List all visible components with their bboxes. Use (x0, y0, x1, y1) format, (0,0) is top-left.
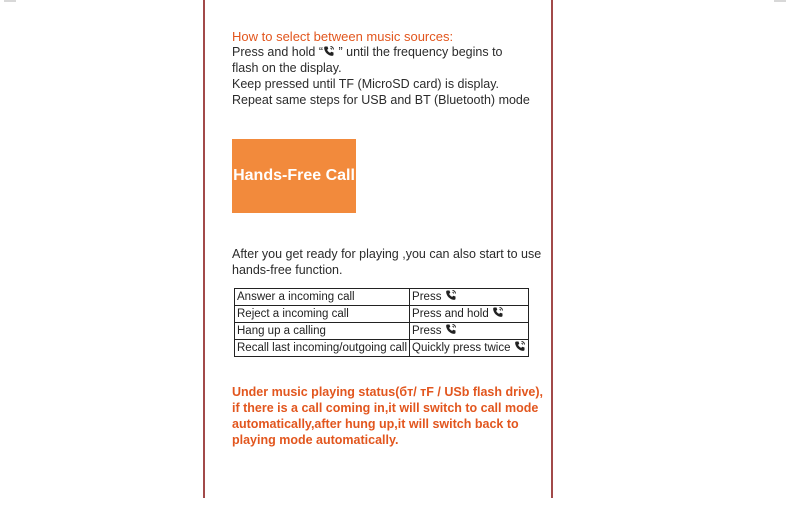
music-source-instructions (232, 44, 532, 108)
method-text: Press and hold (412, 308, 492, 320)
music-mode-notice (232, 384, 544, 448)
corner-mark (774, 0, 786, 2)
table-cell-action: Answer a incoming call (235, 289, 410, 306)
table-cell-method (410, 289, 529, 306)
music-source-heading: How to select between music sources: (232, 29, 454, 44)
notice-line: Under music playing status(бт/ тF / USb flash drive), (232, 385, 543, 399)
call-functions-table (234, 288, 529, 357)
notice-line: if there is a call coming in,it will switch to call mode (232, 401, 539, 415)
hands-free-intro (232, 246, 542, 278)
instruction-text: ” until the frequency begins to (335, 45, 503, 59)
table-row (235, 340, 529, 357)
instruction-line (232, 44, 532, 60)
table-cell-method (410, 306, 529, 323)
phone-icon (514, 340, 526, 352)
corner-mark (4, 0, 16, 2)
phone-icon (445, 289, 457, 301)
phone-icon (445, 323, 457, 335)
method-text: Press (412, 325, 445, 337)
table-row (235, 306, 529, 323)
instruction-line: Keep pressed until TF (MicroSD card) is display. (232, 77, 499, 91)
table-row (235, 323, 529, 340)
instruction-text: Press and hold “ (232, 45, 324, 59)
method-text: Quickly press twice (412, 342, 514, 354)
notice-line: automatically,after hung up,it will switch back to (232, 417, 519, 431)
banner-label: Hands-Free Call (233, 167, 355, 184)
intro-line: After you get ready for playing ,you can also start to use (232, 247, 542, 261)
instruction-line: flash on the display. (232, 61, 342, 75)
phone-icon (323, 45, 335, 57)
table-row (235, 289, 529, 306)
phone-icon (492, 306, 504, 318)
table-cell-method (410, 340, 529, 357)
table-cell-action: Recall last incoming/outgoing call (235, 340, 410, 357)
table-cell-action: Reject a incoming call (235, 306, 410, 323)
method-text: Press (412, 291, 445, 303)
intro-line: hands-free function. (232, 263, 343, 277)
notice-line: playing mode automatically. (232, 433, 399, 447)
instruction-line: Repeat same steps for USB and BT (Bluetooth) mode (232, 93, 530, 107)
table-cell-method (410, 323, 529, 340)
hands-free-call-banner (232, 139, 356, 213)
table-cell-action: Hang up a calling (235, 323, 410, 340)
